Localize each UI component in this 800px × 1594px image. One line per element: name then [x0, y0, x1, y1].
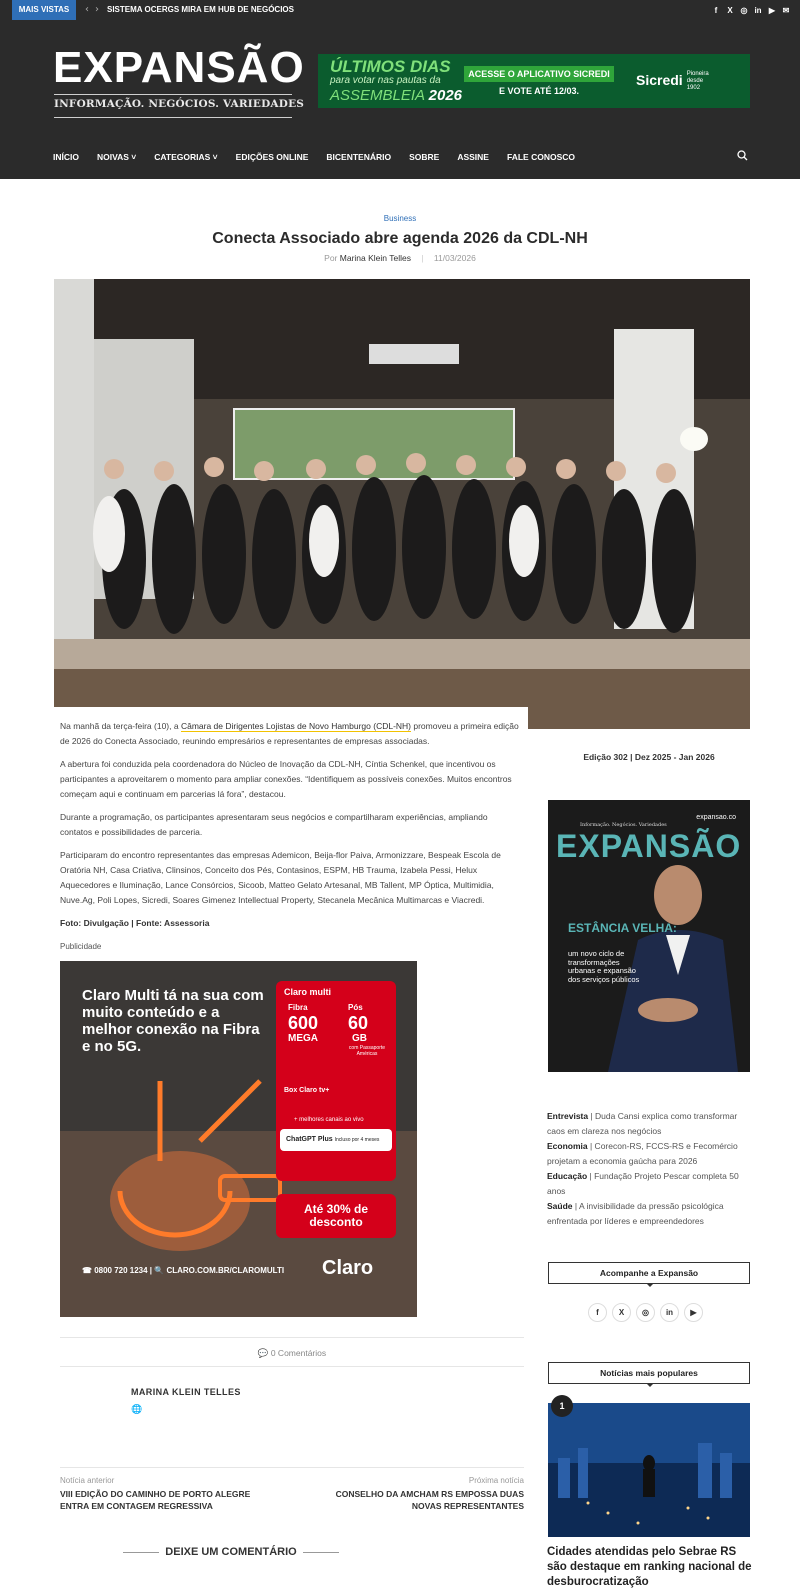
- follow-social-icons: [588, 1303, 703, 1322]
- linkedin-icon[interactable]: in: [660, 1303, 679, 1322]
- leave-comment-heading: [60, 1546, 402, 1558]
- popular-widget-title: Notícias mais populares: [548, 1362, 750, 1384]
- comments-count[interactable]: [60, 1337, 524, 1367]
- ad-pos-extra: com Passaporte Américas: [348, 1045, 386, 1057]
- ad-gpt-extra: Incluso por 4 meses: [334, 1137, 380, 1143]
- list-item-text: | Fundação Projeto Pescar completa 50 anos: [547, 1171, 739, 1196]
- instagram-icon[interactable]: ◎: [740, 5, 748, 15]
- instagram-icon[interactable]: ◎: [636, 1303, 655, 1322]
- ad-pos-value: 60: [348, 1013, 369, 1033]
- chevron-left-icon[interactable]: ‹: [85, 4, 89, 15]
- edition-highlights: [547, 1109, 752, 1229]
- popular-news-image[interactable]: [548, 1403, 750, 1537]
- ad-headline: Claro Multi tá na sua com muito conteúdo e a melhor conexão na Fibra e no 5G.: [82, 987, 264, 1055]
- list-item-tag: Economia: [547, 1141, 588, 1151]
- site-logo[interactable]: EXPANSÃO: [53, 43, 305, 92]
- nav-item-categorias[interactable]: CATEGORIAS ˅: [154, 152, 218, 162]
- sicredi-logo: [636, 71, 715, 92]
- ad-tv-extra: + melhores canais ao vivo: [294, 1117, 364, 1123]
- sicredi-brand: Sicredi: [636, 72, 683, 89]
- ad-discount: Até 30% de desconto: [276, 1194, 396, 1238]
- banner-line2: para votar nas pautas da: [330, 75, 441, 86]
- list-item[interactable]: [547, 1109, 752, 1139]
- claro-ad[interactable]: [60, 961, 417, 1317]
- edition-title: Edição 302 | Dez 2025 - Jan 2026: [583, 752, 715, 762]
- nav-item-fale-conosco[interactable]: FALE CONOSCO: [506, 152, 575, 162]
- ad-gpt-label: ChatGPT Plus: [286, 1136, 333, 1143]
- chevron-right-icon[interactable]: ›: [95, 4, 99, 15]
- article-author[interactable]: Marina Klein Telles: [339, 253, 411, 263]
- list-item-text: | Duda Cansi explica como transformar caos em clareza nos negócios: [547, 1111, 738, 1136]
- nav-item-assine[interactable]: ASSINE: [457, 152, 489, 162]
- website-icon[interactable]: 🌐: [131, 1405, 143, 1415]
- nav-item-sobre[interactable]: SOBRE: [409, 152, 440, 162]
- cdl-nh-link[interactable]: Câmara de Dirigentes Lojistas de Novo Hamburgo (CDL-NH): [180, 721, 412, 731]
- news-ticker[interactable]: SISTEMA OCERGS MIRA EM HUB DE NEGÓCIOS: [107, 5, 294, 14]
- claro-logo: Claro: [322, 1257, 374, 1279]
- email-icon[interactable]: ✉: [782, 5, 790, 15]
- previous-post-label: Notícia anterior: [60, 1476, 115, 1485]
- article-paragraph: Participaram do encontro representantes das empresas Ademicon, Beija-flor Paiva, Armonizzare, Bespeak Escola de Oratória NH, Casa Criativa, Clinsinos, Conceito dos Pés, Contasinos, ESPM, HB Trauma, Izabela Pessi, Helux Aquecedores e Iluminação, Lance Consórcios, Sicoob, Matteo Gelato Artesanal, MB Tallent, MP Óptica, Multimidia, Nuve.Ag, Poli Lopes, Sicredi, Soares Gimenez Intellectual Property, Stecanela Mecânica Multimarcas e Viacredi.: [60, 850, 501, 905]
- meta-separator: |: [421, 253, 424, 263]
- by-label: Por: [324, 253, 338, 263]
- article-paragraph: [60, 719, 522, 749]
- cover-tagline: Informação. Negócios. Variedades: [580, 822, 667, 828]
- ad-fibra-unit: MEGA: [288, 1033, 318, 1044]
- nav-item-noivas[interactable]: NOIVAS ˅: [96, 152, 137, 162]
- article-body: [54, 707, 528, 958]
- next-post[interactable]: [304, 1476, 524, 1512]
- sicredi-banner-ad[interactable]: [318, 54, 750, 108]
- ad-box-title: Claro multi: [284, 987, 332, 997]
- logo-divider: [54, 117, 292, 118]
- site-tagline: INFORMAÇÃO. NEGÓCIOS. VARIEDADES: [54, 98, 305, 110]
- cover-logo: EXPANSÃO: [556, 828, 742, 864]
- list-item-text: | A invisibilidade da pressão psicológica enfrentada por líderes e empreendedores: [547, 1201, 724, 1226]
- article-paragraph: A abertura foi conduzida pela coordenadora do Núcleo de Inovação da CDL-NH, Cíntia Schenkel, que incentivou os participantes a aproveitarem o momento para ampliar conexões. “Identifiquem as possíveis conexões. Muitos encontros começam aqui e continuam em parcerias lá fora”, destacou.: [60, 759, 512, 799]
- ad-pos-label: Pós: [348, 1003, 363, 1012]
- author-box: [60, 1383, 524, 1453]
- banner-vote-text: E VOTE ATÉ 12/03.: [498, 86, 580, 96]
- banner-line3: [330, 87, 462, 104]
- top-bar: [0, 0, 800, 20]
- list-item[interactable]: [547, 1169, 752, 1199]
- search-icon[interactable]: [737, 150, 748, 164]
- article-title: Conecta Associado abre agenda 2026 da CDL-NH: [212, 230, 588, 247]
- cover-headline: ESTÂNCIA VELHA:: [568, 921, 677, 935]
- list-item[interactable]: [547, 1139, 752, 1169]
- ad-fibra-value: 600: [288, 1013, 319, 1033]
- banner-app-button[interactable]: ACESSE O APLICATIVO SICREDI: [464, 66, 614, 82]
- list-item-tag: Educação: [547, 1171, 588, 1181]
- photo-credit: Foto: Divulgação | Fonte: Assessoria: [60, 918, 210, 928]
- article-hero-photo: [54, 279, 750, 729]
- youtube-icon[interactable]: ▶: [684, 1303, 703, 1322]
- popular-news-title[interactable]: Cidades atendidas pelo Sebrae RS são destaque em ranking nacional de desburocratização: [547, 1546, 752, 1588]
- facebook-icon[interactable]: f: [714, 5, 718, 15]
- ad-contact: ☎ 0800 720 1234 | 🔍 CLARO.COM.BR/CLAROMULTI: [82, 1266, 285, 1275]
- ad-offer-box: [276, 981, 396, 1181]
- article-date: 11/03/2026: [433, 253, 476, 263]
- cover-site: expansao.co: [696, 814, 736, 821]
- top-social-icons: [712, 0, 790, 20]
- logo-divider: [54, 94, 292, 95]
- cover-subheadline: um novo ciclo de transformações urbanas e expansão dos serviços públicos: [568, 949, 640, 984]
- article-category[interactable]: Business: [383, 214, 417, 223]
- banner-line3-a: ASSEMBLEIA: [330, 87, 425, 104]
- list-item[interactable]: [547, 1199, 752, 1229]
- comments-count-label: 0 Comentários: [270, 1348, 327, 1358]
- magazine-cover[interactable]: [548, 800, 750, 1072]
- linkedin-icon[interactable]: in: [754, 5, 762, 15]
- popular-news-graphic: [548, 1403, 750, 1537]
- facebook-icon[interactable]: f: [588, 1303, 607, 1322]
- list-item-text: | Corecon-RS, FCCS-RS e Fecomércio projetam a economia gaúcha para 2026: [547, 1141, 738, 1166]
- heading-line: [123, 1552, 159, 1553]
- author-avatar[interactable]: [66, 1383, 116, 1417]
- ad-fibra-label: Fibra: [288, 1003, 308, 1012]
- popular-rank-badge: 1: [551, 1395, 573, 1417]
- main-navigation: [53, 152, 593, 162]
- comment-icon: 💬: [257, 1348, 269, 1358]
- heading-line: [303, 1552, 339, 1553]
- ad-tv-label: Box Claro tv+: [284, 1087, 330, 1094]
- list-item-tag: Entrevista: [547, 1111, 589, 1121]
- nav-item-inicio[interactable]: INÍCIO: [53, 152, 79, 162]
- p1-text-a: Na manhã da terça-feira (10), a: [60, 721, 181, 731]
- previous-post-title[interactable]: VIII EDIÇÃO DO CAMINHO DE PORTO ALEGRE ENTRA EM CONTAGEM REGRESSIVA: [60, 1489, 251, 1511]
- p1-text-b: promoveu a primeira edição de 2026 do Conecta Associado, reunindo empresários e representantes de empresas associadas.: [60, 721, 519, 746]
- banner-headline: [330, 58, 462, 104]
- site-header: [0, 20, 800, 179]
- nav-item-edicoes-online[interactable]: EDIÇÕES ONLINE: [235, 152, 309, 162]
- post-navigation: [60, 1467, 524, 1511]
- ad-chatgpt-row: [280, 1129, 392, 1151]
- banner-line1: ÚLTIMOS DIAS: [330, 57, 451, 76]
- most-viewed-label: MAIS VISTAS: [12, 0, 76, 20]
- follow-widget-title: Acompanhe a Expansão: [548, 1262, 750, 1284]
- article-paragraph: Durante a programação, os participantes apresentaram seus negócios e compartilharam experiências, ampliando contatos e possibilidades de parceria.: [60, 812, 488, 837]
- x-twitter-icon[interactable]: X: [727, 5, 733, 15]
- article-meta: [0, 253, 800, 263]
- ad-label: Publicidade: [60, 942, 102, 951]
- ad-pos-unit: GB: [352, 1033, 367, 1044]
- list-item-tag: Saúde: [547, 1201, 573, 1211]
- youtube-icon[interactable]: ▶: [768, 5, 776, 15]
- author-name[interactable]: MARINA KLEIN TELLES: [131, 1387, 241, 1397]
- x-twitter-icon[interactable]: X: [612, 1303, 631, 1322]
- banner-line3-b: 2026: [428, 87, 463, 104]
- nav-item-bicentenario[interactable]: BICENTENÁRIO: [326, 152, 392, 162]
- next-post-title[interactable]: CONSELHO DA AMCHAM RS EMPOSSA DUAS NOVAS REPRESENTANTES: [335, 1489, 524, 1511]
- next-post-label: Próxima notícia: [468, 1476, 524, 1485]
- leave-comment-label: DEIXE UM COMENTÁRIO: [165, 1546, 297, 1558]
- sicredi-tag: Pioneira desde 1902: [686, 71, 709, 91]
- previous-post[interactable]: [60, 1476, 280, 1512]
